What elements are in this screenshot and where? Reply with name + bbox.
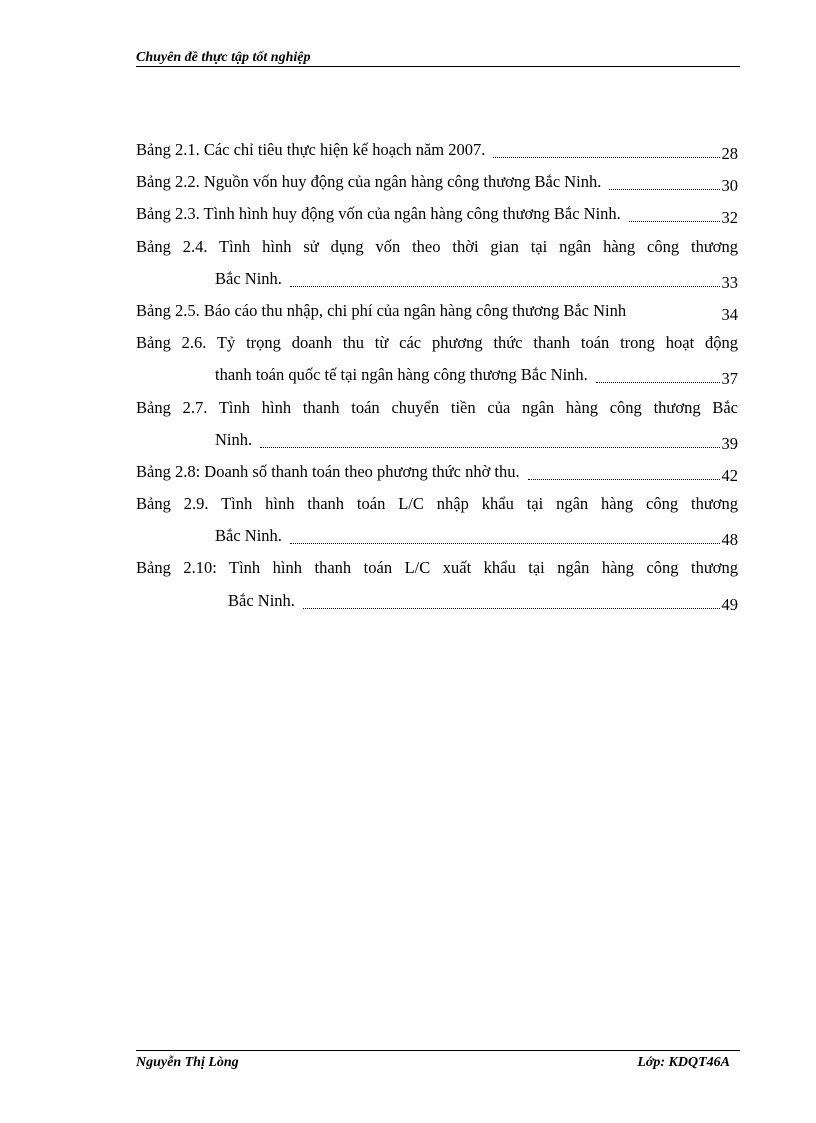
toc-entry-page: 32 [721, 208, 738, 228]
author-name: Nguyễn Thị Lòng [136, 1055, 239, 1070]
toc-entry[interactable] [136, 166, 738, 198]
toc-entry-page: 42 [721, 465, 738, 485]
toc-entry-line1[interactable] [136, 231, 738, 263]
table-of-figures [136, 134, 738, 617]
dot-leader [260, 447, 719, 448]
toc-entry-page: 37 [721, 369, 738, 389]
dot-leader [630, 318, 719, 319]
dot-leader [290, 286, 720, 287]
toc-entry-page: 34 [721, 304, 738, 324]
class-label: Lớp: KDQT46A [637, 1055, 730, 1070]
dot-leader [493, 157, 719, 158]
toc-entry-line1[interactable] [136, 327, 738, 359]
dot-leader [303, 608, 720, 609]
dot-leader [528, 479, 720, 480]
toc-entry-line1[interactable] [136, 552, 738, 584]
toc-entry-title: Bảng 2.10: Tình hình thanh toán L/C xuất khẩu tại ngân hàng công thương [136, 558, 738, 578]
toc-entry-title: Bảng 2.6. Tỷ trọng doanh thu từ các phương thức thanh toán trong hoạt động [136, 333, 738, 353]
toc-entry-title: Bảng 2.8: Doanh số thanh toán theo phương thức nhờ thu. [136, 461, 520, 481]
toc-entry-title: Bảng 2.3. Tình hình huy động vốn của ngân hàng công thương Bắc Ninh. [136, 204, 621, 224]
toc-entry[interactable] [136, 134, 738, 166]
toc-entry-line1[interactable] [136, 488, 738, 520]
header-title: Chuyên đề thực tập tốt nghiệp [136, 50, 311, 65]
toc-entry-line1[interactable] [136, 392, 738, 424]
dot-leader [609, 189, 719, 190]
toc-entry-page: 39 [721, 433, 738, 453]
toc-entry-page: 30 [721, 176, 738, 196]
toc-entry-title: Bảng 2.1. Các chỉ tiêu thực hiện kế hoạch năm 2007. [136, 140, 486, 159]
toc-entry-title: Bảng 2.4. Tình hình sử dụng vốn theo thời gian tại ngân hàng công thương [136, 236, 738, 256]
toc-entry[interactable] [136, 456, 738, 488]
toc-entry-line2[interactable] [136, 424, 738, 456]
toc-entry-title: Bảng 2.7. Tình hình thanh toán chuyển tiền của ngân hàng công thương Bắc [136, 397, 738, 417]
toc-entry-line2[interactable] [136, 359, 738, 391]
toc-entry-title: Bảng 2.9. Tình hình thanh toán L/C nhập khẩu tại ngân hàng công thương [136, 494, 738, 514]
toc-entry-title-cont: Bắc Ninh. [215, 268, 282, 288]
toc-entry-title: Bảng 2.2. Nguồn vốn huy động của ngân hàng công thương Bắc Ninh. [136, 172, 602, 192]
toc-entry[interactable] [136, 295, 738, 327]
toc-entry-title-cont: Bắc Ninh. [215, 526, 282, 546]
toc-entry-page: 33 [721, 272, 738, 292]
toc-entry-title-cont: thanh toán quốc tế tại ngân hàng công thương Bắc Ninh. [215, 365, 588, 385]
toc-entry-title-cont: Ninh. [215, 429, 253, 449]
toc-entry-page: 49 [721, 594, 738, 614]
toc-entry-line2[interactable] [136, 520, 738, 552]
toc-entry-page: 28 [721, 144, 738, 163]
toc-entry-line2[interactable] [136, 263, 738, 295]
dot-leader [290, 543, 720, 544]
toc-entry-title-cont: Bắc Ninh. [228, 590, 295, 610]
toc-entry-line2[interactable] [136, 585, 738, 617]
toc-entry-page: 48 [721, 530, 738, 550]
dot-leader [629, 221, 720, 222]
toc-entry[interactable] [136, 198, 738, 230]
page-header [136, 50, 740, 67]
toc-entry-title: Bảng 2.5. Báo cáo thu nhập, chi phí của ngân hàng công thương Bắc Ninh [136, 300, 627, 320]
page-footer [136, 1050, 740, 1070]
dot-leader [596, 382, 720, 383]
